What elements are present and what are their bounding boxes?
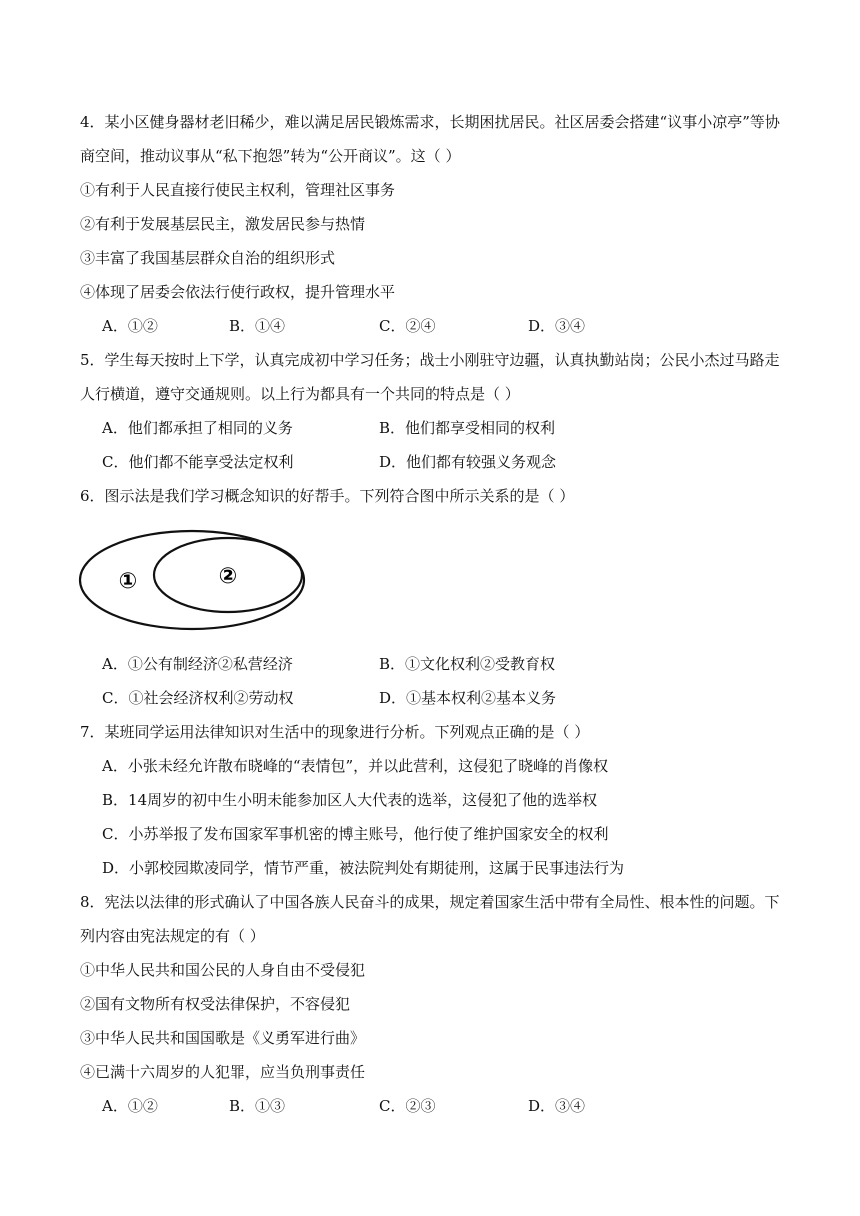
q8-option-b[interactable]: B．①③ (229, 1097, 286, 1115)
q7-option-b[interactable]: B．14周岁的初中生小明未能参加区人大代表的选举，这侵犯了他的选举权 (102, 791, 598, 809)
q4-option-c[interactable]: C．②④ (379, 317, 436, 335)
q6-option-b[interactable]: B．①文化权利②受教育权 (379, 655, 556, 673)
q6-option-a[interactable]: A．①公有制经济②私营经济 (102, 655, 293, 673)
q7-stem: 7．某班同学运用法律知识对生活中的现象进行分析。下列观点正确的是（ ） (80, 723, 590, 741)
q8-stem-line2: 列内容由宪法规定的有（ ） (80, 927, 265, 945)
q4-item-1: ①有利于人民直接行使民主权利，管理社区事务 (80, 181, 396, 199)
inner-label: ② (218, 564, 238, 589)
q5-stem-line1: 5．学生每天按时上下学，认真完成初中学习任务；战士小刚驻守边疆，认真执勤站岗；公民小杰过马路走 (80, 351, 780, 369)
q6-option-d[interactable]: D．①基本权利②基本义务 (379, 689, 557, 707)
outer-label: ① (118, 569, 138, 594)
q5-option-d[interactable]: D．他们都有较强义务观念 (379, 453, 557, 471)
q7-option-a[interactable]: A．小张未经允许散布晓峰的“表情包”，并以此营利，这侵犯了晓峰的肖像权 (102, 757, 609, 775)
q4-stem-line2: 商空间，推动议事从“私下抱怨”转为“公开商议”。这（ ） (80, 147, 461, 165)
q5-stem-line2: 人行横道，遵守交通规则。以上行为都具有一个共同的特点是（ ） (80, 385, 520, 403)
q7-option-d[interactable]: D．小郭校园欺凌同学，情节严重，被法院判处有期徒刑，这属于民事违法行为 (102, 859, 625, 877)
q8-option-d[interactable]: D．③④ (528, 1097, 586, 1115)
q4-item-3: ③丰富了我国基层群众自治的组织形式 (80, 249, 336, 267)
q6-option-c[interactable]: C．①社会经济权利②劳动权 (102, 689, 294, 707)
q8-item-3: ③中华人民共和国国歌是《义勇军进行曲》 (80, 1029, 366, 1047)
q5-option-a[interactable]: A．他们都承担了相同的义务 (102, 419, 293, 437)
q8-item-4: ④已满十六周岁的人犯罪，应当负刑事责任 (80, 1063, 366, 1081)
q8-item-1: ①中华人民共和国公民的人身自由不受侵犯 (80, 961, 366, 979)
q4-item-2: ②有利于发展基层民主，激发居民参与热情 (80, 215, 366, 233)
q4-option-b[interactable]: B．①④ (229, 317, 286, 335)
q8-option-c[interactable]: C．②③ (379, 1097, 436, 1115)
q8-stem-line1: 8．宪法以法律的形式确认了中国各族人民奋斗的成果，规定着国家生活中带有全局性、根本性的问题。下 (80, 893, 780, 911)
q4-item-4: ④体现了居委会依法行使行政权，提升管理水平 (80, 283, 396, 301)
q7-option-c[interactable]: C．小苏举报了发布国家军事机密的博主账号，他行使了维护国家安全的权利 (102, 825, 609, 843)
q4-option-a[interactable]: A．①② (102, 317, 158, 335)
q5-option-b[interactable]: B．他们都享受相同的权利 (379, 419, 556, 437)
q6-stem: 6．图示法是我们学习概念知识的好帮手。下列符合图中所示关系的是（ ） (80, 487, 575, 505)
q8-option-a[interactable]: A．①② (102, 1097, 158, 1115)
venn-diagram (76, 528, 306, 632)
q4-option-d[interactable]: D．③④ (528, 317, 586, 335)
q4-stem-line1: 4．某小区健身器材老旧稀少，难以满足居民锻炼需求，长期困扰居民。社区居委会搭建“议事小凉亭”等协 (80, 113, 780, 131)
q5-option-c[interactable]: C．他们都不能享受法定权利 (102, 453, 294, 471)
q8-item-2: ②国有文物所有权受法律保护，不容侵犯 (80, 995, 351, 1013)
